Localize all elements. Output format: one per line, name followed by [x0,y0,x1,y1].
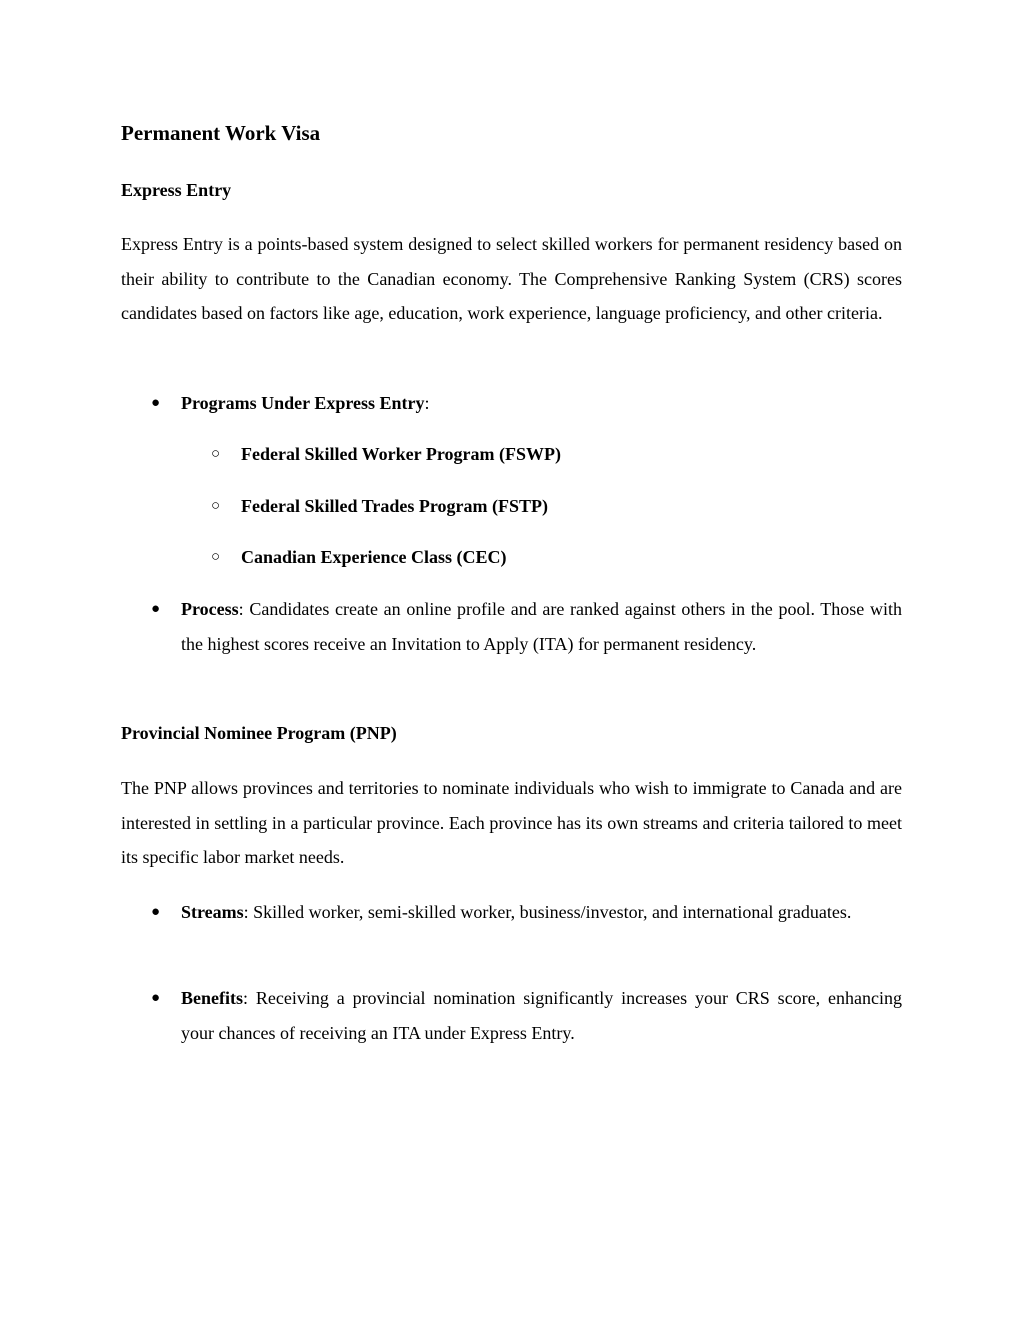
program-item [211,437,561,472]
sub-bullet-icon: ○ [211,549,221,565]
express-entry-paragraph: Express Entry is a points-based system designed to select skilled workers for permanent residency based on their ability to contribute to the Canadian economy. The Comprehensive Ranking System (CRS) scores candidates based on factors like age, education, work experience, language proficiency, and other criteria. [121,234,902,324]
programs-bullet [151,386,902,421]
program-item-label: Canadian Experience Class (CEC) [241,547,507,567]
benefits-text: : Receiving a provincial nomination significantly increases your CRS score, enhancing your chances of receiving an ITA under Express Entry. [181,988,902,1043]
program-item-label: Federal Skilled Trades Program (FSTP) [241,496,548,516]
bullet-icon: ● [151,601,161,617]
process-bullet [151,592,902,661]
express-entry-heading: Express Entry [121,180,232,200]
benefits-bullet [151,981,902,1050]
programs-label: Programs Under Express Entry [181,393,425,413]
pnp-paragraph: The PNP allows provinces and territories to nominate individuals who wish to immigrate to Canada and are interested in settling in a particular province. Each province has its own streams and criteria tailored to meet its specific labor market needs. [121,778,902,868]
bullet-icon: ● [151,990,161,1006]
sub-bullet-icon: ○ [211,446,221,462]
pnp-heading: Provincial Nominee Program (PNP) [121,723,397,743]
benefits-label: Benefits [181,988,243,1008]
program-item [211,489,548,524]
process-label: Process [181,599,239,619]
sub-bullet-icon: ○ [211,498,221,514]
streams-label: Streams [181,902,244,922]
program-item-label: Federal Skilled Worker Program (FSWP) [241,444,561,464]
process-text: : Candidates create an online profile and are ranked against others in the pool. Those with the highest scores receive an Invitation to Apply (ITA) for permanent residency. [181,599,902,654]
page-title: Permanent Work Visa [121,121,321,145]
bullet-icon: ● [151,904,161,920]
programs-suffix: : [424,393,430,413]
bullet-icon: ● [151,395,161,411]
streams-text: : Skilled worker, semi-skilled worker, business/investor, and international graduates. [243,902,852,922]
program-item [211,540,507,575]
streams-bullet [151,895,902,930]
